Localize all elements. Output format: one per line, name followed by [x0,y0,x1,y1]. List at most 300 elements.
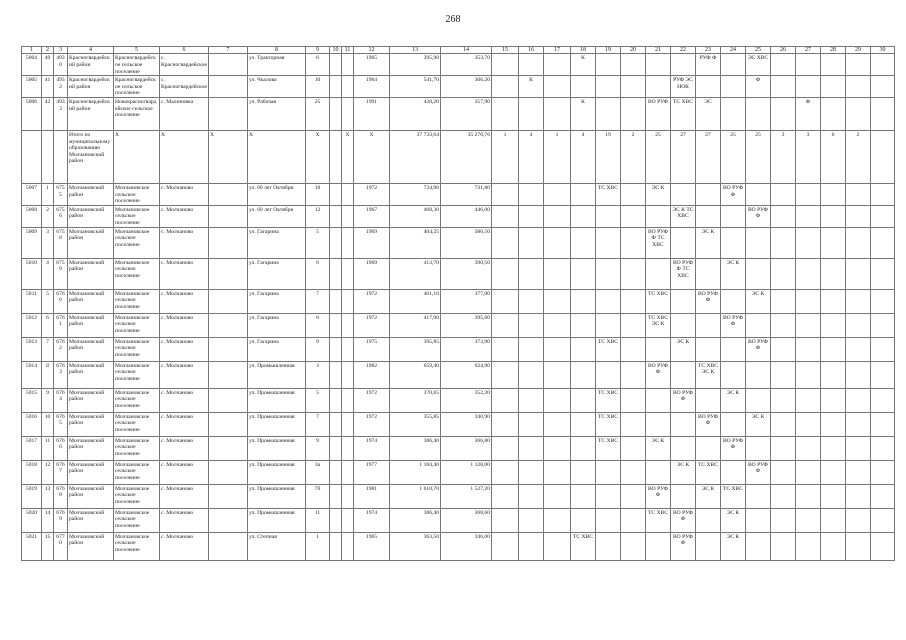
table-cell [796,313,821,337]
table-cell: 5 [306,227,330,258]
column-number: 30 [871,47,895,54]
column-number: 12 [354,47,390,54]
table-cell [54,130,68,183]
table-cell [846,460,871,484]
table-cell: 6764 [54,388,68,412]
table-cell [821,436,846,460]
table-cell [721,54,746,76]
table-cell: Молчановское сельское поселение [114,436,160,460]
table-cell [519,412,544,436]
table-cell: ВО РУФ Ф [671,508,696,532]
table-cell [342,183,354,205]
table-cell: Молчановский район [68,484,114,508]
table-cell: 5007 [22,183,42,205]
table-cell: 1969 [354,227,390,258]
table-cell: 2 [42,205,54,227]
table-cell [721,412,746,436]
table-cell [821,313,846,337]
table-cell [519,97,544,130]
table-cell [342,361,354,388]
table-cell: ВО РУФ Ф [721,436,746,460]
table-cell: 390,50 [441,258,492,289]
table-cell: ЭС К [721,258,746,289]
column-number: 20 [621,47,646,54]
table-cell: Молчановское сельское поселение [114,313,160,337]
table-cell: 352,20 [441,388,492,412]
table-cell: 9 [42,388,54,412]
table-cell [596,313,621,337]
table-cell [796,532,821,560]
table-cell [492,54,519,76]
table-cell [342,337,354,361]
table-cell [209,436,248,460]
header-row [22,47,895,54]
table-cell: 355,85 [390,412,441,436]
table-cell: 541,70 [390,76,441,98]
table-cell: ул. Рабочая [248,97,306,130]
table-cell: ЭС К [721,508,746,532]
table-cell: ЭС К [671,337,696,361]
table-cell: Молчановский район [68,313,114,337]
table-cell [330,130,342,183]
table-row [22,388,895,412]
table-cell: ВО РУФ [646,97,671,130]
table-cell [519,436,544,460]
table-cell [671,289,696,313]
table-cell: 1972 [354,388,390,412]
table-cell [871,508,895,532]
table-cell: 7 [42,337,54,361]
table-cell [721,289,746,313]
table-cell: 4933 [54,97,68,130]
table-cell [646,205,671,227]
table-cell [22,130,42,183]
table-cell: ЭС ХВС [746,54,771,76]
table-cell: 5021 [22,532,42,560]
table-cell: 5008 [22,205,42,227]
table-cell: 13 [42,484,54,508]
column-number: 17 [544,47,571,54]
table-cell: 446,00 [441,205,492,227]
table-cell [571,289,596,313]
table-cell: 5004 [22,54,42,76]
table-cell [492,258,519,289]
table-row [22,205,895,227]
table-cell: 1 610,70 [390,484,441,508]
column-number: 29 [846,47,871,54]
page-number: 268 [445,14,461,25]
table-cell: 1 527,20 [441,484,492,508]
table-cell [646,258,671,289]
table-cell: ул. Гагарина [248,313,306,337]
table-cell [646,54,671,76]
table-cell [209,227,248,258]
table-cell [796,54,821,76]
table-cell [771,412,796,436]
table-cell [544,313,571,337]
table-cell [846,97,871,130]
table-cell [571,258,596,289]
table-cell [492,460,519,484]
table-cell: ТС ХВС [646,289,671,313]
table-cell: 395,90 [390,54,441,76]
table-cell [492,508,519,532]
table-cell: ул. Чкалова [248,76,306,98]
table-cell [821,460,846,484]
table-cell [846,436,871,460]
table-cell: 5016 [22,412,42,436]
table-cell: 373,90 [441,337,492,361]
table-cell: ЭС К [721,532,746,560]
table-row [22,97,895,130]
table-cell: ул. Тракторная [248,54,306,76]
table-cell: Х [114,130,160,183]
table-cell [519,532,544,560]
table-cell [621,183,646,205]
table-cell [330,97,342,130]
table-cell: 25 [721,130,746,183]
table-cell [771,484,796,508]
table-cell [771,532,796,560]
table-cell [492,289,519,313]
table-cell [492,532,519,560]
table-cell: ТС ХВС [571,532,596,560]
table-cell: 1969 [354,258,390,289]
table-cell: ТС ХВС ЭС К [696,361,721,388]
table-cell: с. Молчаново [160,205,209,227]
table-cell [746,508,771,532]
table-cell [596,484,621,508]
table-cell [621,361,646,388]
table-cell: 10 [306,183,330,205]
table-cell: Х [354,130,390,183]
table-cell: Молчановский район [68,508,114,532]
table-cell: Молчановское сельское поселение [114,460,160,484]
table-cell: 6762 [54,337,68,361]
table-cell [519,484,544,508]
table-cell [846,361,871,388]
table-cell: Молчановское сельское поселение [114,337,160,361]
table-cell [571,337,596,361]
table-cell: 10 [42,412,54,436]
table-cell: Молчановский район [68,289,114,313]
table-cell: ул. Гагарина [248,337,306,361]
table-cell [342,508,354,532]
column-number: 10 [330,47,342,54]
table-cell [621,227,646,258]
table-cell: 395,85 [390,337,441,361]
table-cell [646,532,671,560]
table-cell: Молчановское сельское поселение [114,205,160,227]
table-cell [209,460,248,484]
table-cell [544,289,571,313]
table-row [22,484,895,508]
table-cell: 15 [42,532,54,560]
table-cell [771,508,796,532]
table-cell [871,97,895,130]
table-cell [871,337,895,361]
table-cell [519,337,544,361]
table-cell [696,508,721,532]
table-cell [544,532,571,560]
table-cell: 366,80 [441,436,492,460]
table-cell: 428,20 [390,97,441,130]
table-cell [519,388,544,412]
table-cell: 6765 [54,412,68,436]
table-cell [571,388,596,412]
table-cell: Итого по муниципальному образованию Молчановский район [68,130,114,183]
table-cell [871,436,895,460]
table-cell: Молчановское сельское поселение [114,183,160,205]
table-cell [846,337,871,361]
table-cell [571,484,596,508]
table-cell [746,484,771,508]
table-cell [796,508,821,532]
table-cell: ЭС К [746,289,771,313]
table-cell [342,289,354,313]
table-cell [846,484,871,508]
table-cell [342,76,354,98]
table-cell [721,460,746,484]
table-cell: ВО РУФ Ф [746,337,771,361]
table-cell: 3 [796,130,821,183]
table-cell [796,289,821,313]
table-cell [746,388,771,412]
table-cell: Молчановское сельское поселение [114,532,160,560]
column-number: 16 [519,47,544,54]
table-cell [596,227,621,258]
table-cell: Молчановское сельское поселение [114,388,160,412]
table-cell [342,412,354,436]
table-cell: 1972 [354,289,390,313]
table-cell [646,337,671,361]
table-cell: 11 [306,508,330,532]
table-cell [342,54,354,76]
table-cell: Молчановский район [68,205,114,227]
table-cell [544,205,571,227]
table-cell [821,205,846,227]
table-cell: с. Молчаново [160,337,209,361]
table-cell: ул. Промышленная [248,436,306,460]
table-cell: 7 [306,412,330,436]
table-cell: ЭС [696,97,721,130]
table-cell [796,183,821,205]
table-cell: с. Красногвардейское [160,54,209,76]
table-cell [846,412,871,436]
table-cell: ЭС К [671,460,696,484]
column-number: 25 [746,47,771,54]
table-cell [330,412,342,436]
table-cell [771,313,796,337]
table-cell: 346,00 [441,532,492,560]
table-cell: Молчановский район [68,337,114,361]
table-cell: ТС ХВС ЭС К [646,313,671,337]
table-cell: ул. Промышленная [248,460,306,484]
table-cell [796,412,821,436]
table-cell: 1964 [354,76,390,98]
table-cell [621,532,646,560]
table-cell [671,183,696,205]
table-cell [519,361,544,388]
table-cell: 395,60 [441,313,492,337]
table-cell [846,54,871,76]
table-cell: с. Молчаново [160,289,209,313]
table-cell [771,258,796,289]
table-cell [821,289,846,313]
table-cell: Красногвардейское сельское поселение [114,76,160,98]
table-cell [342,532,354,560]
table-cell [771,76,796,98]
table-cell: 40 [42,54,54,76]
table-cell [871,205,895,227]
table-cell: ТС ХВС [596,388,621,412]
table-cell [846,258,871,289]
table-cell [519,205,544,227]
column-number: 1 [22,47,42,54]
table-cell: ул. Промышленная [248,388,306,412]
table-cell [746,361,771,388]
housing-register-table [21,46,895,561]
table-cell [771,227,796,258]
table-cell [846,76,871,98]
table-cell: 27 [696,130,721,183]
table-cell: 8 [306,313,330,337]
table-cell: ЭС К [721,388,746,412]
table-cell [342,460,354,484]
table-cell: 1974 [354,508,390,532]
table-cell: 2 [846,130,871,183]
table-cell: 6763 [54,361,68,388]
table-cell: с. Молчаново [160,361,209,388]
table-cell [492,183,519,205]
table-cell: Молчановский район [68,183,114,205]
table-cell [209,289,248,313]
table-cell [209,532,248,560]
table-cell [846,183,871,205]
table-cell [330,205,342,227]
table-cell: 1974 [354,436,390,460]
table-cell: Ф [796,97,821,130]
table-cell [871,484,895,508]
table-cell [596,532,621,560]
table-cell: 3 [771,130,796,183]
table-cell [571,412,596,436]
column-number: 9 [306,47,330,54]
table-cell [209,412,248,436]
table-cell: 6758 [54,227,68,258]
table-cell: 7б [306,484,330,508]
table-cell [796,76,821,98]
table-cell: ул. Гагарина [248,289,306,313]
table-cell [596,460,621,484]
table-cell: 6770 [54,532,68,560]
table-cell [544,412,571,436]
table-cell [771,289,796,313]
table-row [22,460,895,484]
table-cell: 404,25 [390,227,441,258]
table-cell [209,484,248,508]
table-cell [330,484,342,508]
table-row [22,289,895,313]
table-cell [796,388,821,412]
table-cell: 4932 [54,76,68,98]
table-cell: 1 [492,130,519,183]
table-cell [544,54,571,76]
table-cell: 353,70 [441,54,492,76]
table-cell: 368,60 [441,508,492,532]
table-cell: с. Молчаново [160,484,209,508]
table-cell [492,436,519,460]
table-cell: 27 [671,130,696,183]
table-cell: 386,40 [390,436,441,460]
table-cell: 9 [306,337,330,361]
table-cell: 734,90 [390,183,441,205]
table-cell: ЭС К [746,412,771,436]
column-number: 6 [160,47,209,54]
table-cell [621,412,646,436]
table-cell: 8 [42,361,54,388]
table-cell: 1982 [354,361,390,388]
table-cell [821,388,846,412]
table-cell [871,227,895,258]
table-cell: 6 [306,258,330,289]
table-cell: 5005 [22,76,42,98]
table-cell [671,227,696,258]
table-cell [846,508,871,532]
table-cell [871,460,895,484]
table-cell [621,337,646,361]
table-cell [721,227,746,258]
table-cell [330,289,342,313]
column-number: 5 [114,47,160,54]
table-cell [330,54,342,76]
table-cell: 5018 [22,460,42,484]
table-cell: 6761 [54,313,68,337]
table-cell: 6769 [54,508,68,532]
column-number: 22 [671,47,696,54]
table-cell: Х [209,130,248,183]
table-cell: 401,10 [390,289,441,313]
table-cell [621,508,646,532]
table-cell: с. Молчаново [160,460,209,484]
table-cell [596,289,621,313]
table-cell [696,258,721,289]
table-cell: 1977 [354,460,390,484]
table-cell [571,76,596,98]
table-cell [696,337,721,361]
table-row [22,76,895,98]
table-cell: ВО РУФ Ф [721,313,746,337]
table-cell [621,484,646,508]
table-cell [771,54,796,76]
table-cell [821,508,846,532]
table-cell [771,205,796,227]
table-cell: 5006 [22,97,42,130]
table-cell [621,388,646,412]
table-cell: РУФ ЭС НОК [671,76,696,98]
table-cell [871,130,895,183]
table-cell: Х [160,130,209,183]
table-cell: 5015 [22,388,42,412]
table-cell: 6755 [54,183,68,205]
table-cell [796,484,821,508]
table-cell: 7 [306,289,330,313]
table-cell: 42 [42,97,54,130]
table-cell: ТС ХВС [721,484,746,508]
table-cell [571,436,596,460]
table-cell: 6 [821,130,846,183]
table-cell: 363,50 [390,532,441,560]
